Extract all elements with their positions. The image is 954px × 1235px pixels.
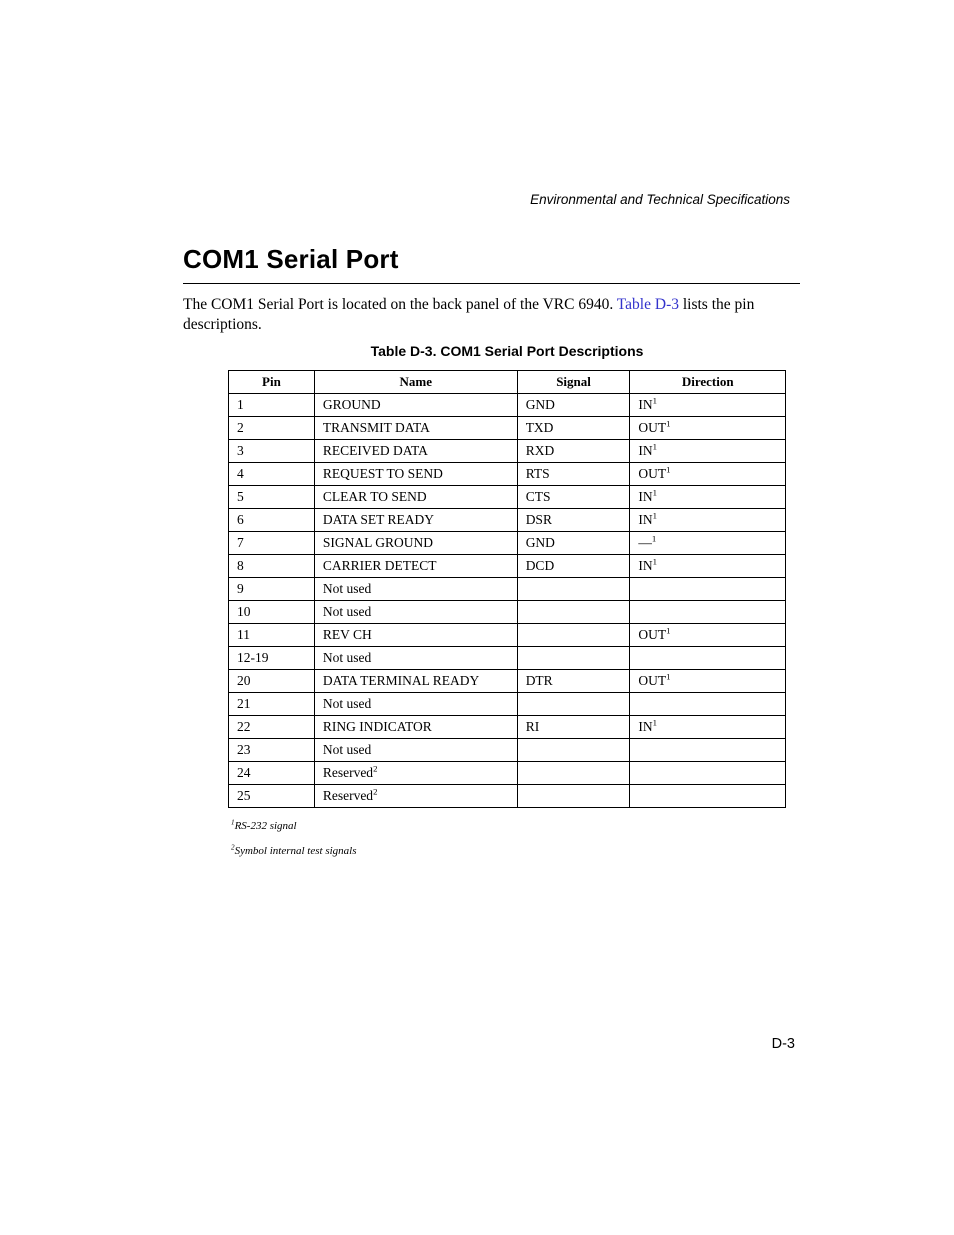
- cell-pin: 25: [229, 785, 315, 808]
- cell-name: CARRIER DETECT: [314, 555, 517, 578]
- table-row: [229, 440, 786, 463]
- cell-name: SIGNAL GROUND: [314, 532, 517, 555]
- cell-direction: OUT$^1$: [630, 670, 786, 693]
- table-row: [229, 716, 786, 739]
- table-header-row: [229, 371, 786, 394]
- table-row: [229, 578, 786, 601]
- cell-direction: —$^1$: [630, 532, 786, 555]
- cell-direction: [630, 601, 786, 624]
- running-header: Environmental and Technical Specifications: [530, 192, 790, 207]
- table-row: [229, 486, 786, 509]
- title-rule: [183, 283, 800, 284]
- cell-pin: 8: [229, 555, 315, 578]
- cell-name: CLEAR TO SEND: [314, 486, 517, 509]
- cell-direction: $IN^1$: [630, 486, 786, 509]
- cell-pin: 20: [229, 670, 315, 693]
- cell-direction: $IN^1$: [630, 440, 786, 463]
- cell-name: RECEIVED DATA: [314, 440, 517, 463]
- cell-name: Not used: [314, 739, 517, 762]
- cell-name: RING INDICATOR: [314, 716, 517, 739]
- cell-direction: $IN^1$: [630, 509, 786, 532]
- cell-name: REV CH: [314, 624, 517, 647]
- table-d3-link[interactable]: Table D-3: [616, 296, 679, 313]
- cell-name: Reserved$^2$: [314, 762, 517, 785]
- cell-signal: CTS: [517, 486, 630, 509]
- cell-signal: [517, 601, 630, 624]
- cell-direction: [630, 762, 786, 785]
- cell-direction: [630, 647, 786, 670]
- body-paragraph: [183, 295, 815, 335]
- page-number: D-3: [771, 1036, 795, 1052]
- table-row: [229, 509, 786, 532]
- cell-direction: OUT$^1$: [630, 624, 786, 647]
- cell-name: TRANSMIT DATA: [314, 417, 517, 440]
- cell-signal: [517, 624, 630, 647]
- cell-pin: 7: [229, 532, 315, 555]
- cell-signal: RI: [517, 716, 630, 739]
- column-header-name: Name: [314, 371, 517, 394]
- column-header-direction: Direction: [630, 371, 786, 394]
- cell-name: Not used: [314, 647, 517, 670]
- cell-pin: 6: [229, 509, 315, 532]
- cell-name: GROUND: [314, 394, 517, 417]
- cell-direction: OUT$^1$: [630, 463, 786, 486]
- table-row: [229, 785, 786, 808]
- cell-signal: GND: [517, 394, 630, 417]
- footnote-rs232: $^1$RS-232 signal: [231, 818, 297, 832]
- cell-signal: [517, 739, 630, 762]
- cell-name: Reserved$^2$: [314, 785, 517, 808]
- cell-signal: RXD: [517, 440, 630, 463]
- table-row: [229, 532, 786, 555]
- cell-signal: [517, 693, 630, 716]
- table-row: [229, 555, 786, 578]
- cell-pin: 5: [229, 486, 315, 509]
- cell-signal: GND: [517, 532, 630, 555]
- cell-signal: [517, 647, 630, 670]
- table-row: [229, 670, 786, 693]
- table-row: [229, 739, 786, 762]
- pin-table: [228, 370, 786, 808]
- cell-signal: [517, 785, 630, 808]
- table-row: [229, 762, 786, 785]
- cell-signal: DSR: [517, 509, 630, 532]
- cell-name: Not used: [314, 578, 517, 601]
- cell-direction: OUT$^1$: [630, 417, 786, 440]
- table-row: [229, 417, 786, 440]
- cell-pin: 10: [229, 601, 315, 624]
- cell-direction: [630, 578, 786, 601]
- body-text-post: lists the pin descriptions.: [183, 296, 755, 333]
- cell-direction: [630, 785, 786, 808]
- cell-direction: $IN^1$: [630, 555, 786, 578]
- body-text-pre: The COM1 Serial Port is located on the back panel of the VRC 6940.: [183, 296, 617, 313]
- cell-direction: [630, 739, 786, 762]
- table-row: [229, 647, 786, 670]
- cell-name: Not used: [314, 601, 517, 624]
- cell-pin: 9: [229, 578, 315, 601]
- cell-pin: 22: [229, 716, 315, 739]
- cell-direction: $IN^1$: [630, 394, 786, 417]
- cell-name: DATA TERMINAL READY: [314, 670, 517, 693]
- table-footnotes: [231, 814, 357, 864]
- page-title: COM1 Serial Port: [183, 244, 399, 274]
- cell-name: DATA SET READY: [314, 509, 517, 532]
- cell-signal: DTR: [517, 670, 630, 693]
- cell-direction: $IN^1$: [630, 716, 786, 739]
- cell-pin: 12-19: [229, 647, 315, 670]
- cell-signal: [517, 762, 630, 785]
- cell-signal: [517, 578, 630, 601]
- table-row: [229, 601, 786, 624]
- table-row: [229, 693, 786, 716]
- cell-signal: DCD: [517, 555, 630, 578]
- cell-name: Not used: [314, 693, 517, 716]
- cell-pin: 1: [229, 394, 315, 417]
- table-row: [229, 463, 786, 486]
- cell-pin: 3: [229, 440, 315, 463]
- cell-name: REQUEST TO SEND: [314, 463, 517, 486]
- cell-direction: [630, 693, 786, 716]
- footnote-symbol: $^2$Symbol internal test signals: [231, 843, 357, 857]
- table-row: [229, 394, 786, 417]
- cell-pin: 11: [229, 624, 315, 647]
- cell-pin: 24: [229, 762, 315, 785]
- cell-pin: 21: [229, 693, 315, 716]
- column-header-pin: Pin: [229, 371, 315, 394]
- cell-pin: 23: [229, 739, 315, 762]
- table-row: [229, 624, 786, 647]
- cell-pin: 4: [229, 463, 315, 486]
- cell-signal: RTS: [517, 463, 630, 486]
- cell-pin: 2: [229, 417, 315, 440]
- column-header-signal: Signal: [517, 371, 630, 394]
- table-caption: Table D-3. COM1 Serial Port Descriptions: [370, 343, 644, 359]
- cell-signal: TXD: [517, 417, 630, 440]
